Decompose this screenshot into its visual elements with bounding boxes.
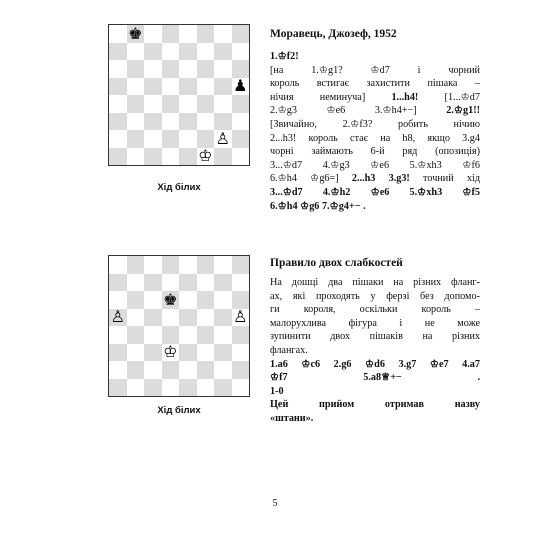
board-square	[232, 148, 250, 166]
annotation-line	[270, 385, 480, 399]
board-square	[197, 326, 215, 344]
board-square	[214, 326, 232, 344]
board-square	[127, 256, 145, 274]
annotation-text: зупинити двох пішаків на різних	[270, 331, 480, 343]
board-square	[144, 25, 162, 43]
board-square	[162, 291, 180, 309]
board-square	[179, 344, 197, 362]
chess-diagram-2	[108, 255, 250, 397]
board-square	[232, 78, 250, 96]
board-square	[197, 379, 215, 397]
board-square	[197, 274, 215, 292]
board-square	[127, 344, 145, 362]
board-square	[162, 78, 180, 96]
board-square	[127, 60, 145, 78]
board-square	[127, 274, 145, 292]
board-square	[109, 326, 127, 344]
page-number: 5	[272, 498, 278, 509]
board-square	[109, 256, 127, 274]
board-square	[162, 113, 180, 131]
white-pawn-piece: ♙	[215, 128, 230, 148]
section-2-heading: Правило двох слабкостей	[270, 257, 403, 269]
board-square	[162, 326, 180, 344]
board-square	[144, 43, 162, 61]
annotation-text: флангах.	[270, 344, 308, 356]
annotation-text: 6.♔h4 ♔g6 7.♔g4+− .	[270, 200, 366, 212]
annotation-line	[270, 398, 480, 412]
board-square	[232, 95, 250, 113]
board-square	[144, 130, 162, 148]
board-square	[162, 256, 180, 274]
board-square	[127, 361, 145, 379]
annotation-line	[270, 77, 480, 91]
white-pawn-h-piece: ♙	[233, 307, 248, 327]
annotation-text: 6.♔h4 ♔g6=]	[270, 173, 352, 185]
board-square	[179, 60, 197, 78]
board-square	[144, 344, 162, 362]
board-square	[127, 379, 145, 397]
board-square	[214, 113, 232, 131]
annotation-text: ♔f7 5.a8♕+− .	[270, 372, 480, 384]
board-square	[179, 361, 197, 379]
board-square	[144, 309, 162, 327]
annotation-text: чорні займають 6-й ряд (опозиція)	[270, 146, 480, 158]
annotation-text: 2...h3! король стає на h8, якщо 3.g4	[270, 132, 480, 144]
board-square	[232, 60, 250, 78]
white-king-piece: ♔	[198, 146, 213, 166]
board-square	[144, 113, 162, 131]
annotation-text: 2.♔g3 ♔e6 3.♔h4+−]	[270, 105, 447, 117]
annotation-text: На дошці два пішаки на різних фланг-	[270, 277, 480, 288]
board-square	[214, 60, 232, 78]
board-square	[214, 361, 232, 379]
annotation-line	[270, 159, 480, 173]
annotation-line	[270, 104, 480, 118]
annotation-line	[270, 358, 480, 372]
black-king-piece: ♚	[128, 23, 143, 43]
board-square	[179, 291, 197, 309]
board-square	[162, 379, 180, 397]
annotation-line	[270, 371, 480, 385]
annotation-text: малорухлива фігура і не може	[270, 317, 480, 329]
board-square	[232, 291, 250, 309]
annotation-text: [Звичайно, 2.♔f3? робить нічию	[270, 118, 480, 130]
board-square	[109, 113, 127, 131]
black-pawn-piece: ♟	[233, 76, 248, 96]
board-square	[179, 43, 197, 61]
board-square	[214, 95, 232, 113]
board-square	[214, 130, 232, 148]
board-square	[109, 361, 127, 379]
board-square	[232, 25, 250, 43]
board-square	[179, 256, 197, 274]
annotation-text: нічия неминуча]	[270, 91, 392, 103]
board-square	[127, 130, 145, 148]
annotation-text: ги короля, оскільки король –	[270, 304, 480, 316]
annotation-line	[270, 186, 480, 200]
board-square	[162, 95, 180, 113]
board-square	[144, 256, 162, 274]
board-square	[214, 148, 232, 166]
board-square	[109, 60, 127, 78]
board-square	[109, 344, 127, 362]
board-square	[109, 130, 127, 148]
annotation-text: 3...♔d7 4.♔h2 ♔e6 5.♔xh3 ♔f5	[270, 186, 480, 198]
board-square	[109, 25, 127, 43]
board-square	[127, 309, 145, 327]
board-square	[214, 78, 232, 96]
board-square	[214, 291, 232, 309]
annotation-line	[270, 132, 480, 146]
annotation-text: Цей прийом отримав назву	[270, 399, 480, 411]
annotation-text: [на 1.♔g1? ♔d7 і чорний	[270, 64, 480, 76]
board-square	[232, 43, 250, 61]
annotation-text: ах, які проходять у ферзі без допомо-	[270, 290, 480, 302]
board-square	[127, 43, 145, 61]
annotation-line	[270, 91, 480, 105]
board-square	[232, 309, 250, 327]
white-king-piece: ♔	[163, 342, 178, 362]
board-square	[144, 291, 162, 309]
board-square	[127, 291, 145, 309]
board-square	[197, 309, 215, 327]
annotation-text: 1.a6 ♔c6 2.g6 ♔d6 3.g7 ♔e7 4.a7	[270, 358, 480, 370]
diagram-1-caption: Хід білих	[157, 182, 201, 193]
board-square	[214, 43, 232, 61]
annotation-text: 3...♔d7 4.♔g3 ♔e6 5.♔xh3 ♔f6	[270, 159, 480, 171]
board-square	[144, 78, 162, 96]
board-square	[232, 130, 250, 148]
annotation-line	[270, 145, 480, 159]
white-pawn-a-piece: ♙	[110, 307, 125, 327]
board-square	[232, 344, 250, 362]
board-square	[197, 291, 215, 309]
board-square	[109, 148, 127, 166]
board-square	[162, 361, 180, 379]
board-square	[127, 113, 145, 131]
board-square	[109, 309, 127, 327]
annotation-line	[270, 303, 480, 317]
board-square	[179, 78, 197, 96]
section-1-heading: Моравець, Джозеф, 1952	[270, 28, 397, 40]
annotation-line	[270, 276, 480, 290]
annotation-text: 1-0	[270, 385, 284, 397]
board-square	[214, 379, 232, 397]
board-square	[144, 326, 162, 344]
board-square	[179, 274, 197, 292]
board-square	[109, 43, 127, 61]
board-square	[197, 60, 215, 78]
annotation-text: «штани».	[270, 412, 314, 424]
board-square	[109, 78, 127, 96]
annotation-line	[270, 200, 480, 214]
board-square	[197, 95, 215, 113]
board-square	[197, 113, 215, 131]
board-square	[109, 95, 127, 113]
board-square	[179, 326, 197, 344]
annotation-text: точний хід	[409, 173, 481, 185]
board-square	[197, 361, 215, 379]
board-square	[109, 291, 127, 309]
annotation-line	[270, 118, 480, 132]
board-square	[197, 130, 215, 148]
board-square	[162, 274, 180, 292]
annotation-text: 2.♔g1!!	[446, 105, 480, 117]
board-square	[214, 309, 232, 327]
annotation-line	[270, 330, 480, 344]
board-square	[197, 256, 215, 274]
board-square	[144, 379, 162, 397]
annotation-line	[270, 50, 480, 64]
annotation-text: [1...♔d7	[418, 91, 480, 103]
board-square	[127, 78, 145, 96]
board-square	[162, 25, 180, 43]
board-square	[214, 256, 232, 274]
board-square	[232, 113, 250, 131]
board-square	[179, 148, 197, 166]
board-square	[144, 60, 162, 78]
board-square	[232, 326, 250, 344]
board-square	[197, 148, 215, 166]
board-square	[162, 148, 180, 166]
board-square	[232, 379, 250, 397]
board-square	[197, 43, 215, 61]
board-square	[232, 361, 250, 379]
board-square	[162, 344, 180, 362]
board-square	[179, 130, 197, 148]
board-square	[197, 78, 215, 96]
chess-diagram-1	[108, 24, 250, 166]
annotation-text: король встигає захистити пішака –	[270, 78, 480, 90]
annotation-line	[270, 290, 480, 304]
board-square	[197, 25, 215, 43]
board-square	[179, 95, 197, 113]
diagram-2-caption: Хід білих	[157, 405, 201, 416]
annotation-text: 1...h4!	[391, 91, 419, 103]
board-square	[127, 148, 145, 166]
board-square	[127, 25, 145, 43]
board-square	[214, 25, 232, 43]
board-square	[232, 274, 250, 292]
board-square	[144, 361, 162, 379]
board-square	[109, 274, 127, 292]
board-square	[109, 379, 127, 397]
board-square	[179, 113, 197, 131]
annotation-line	[270, 412, 480, 426]
board-square	[197, 344, 215, 362]
board-square	[144, 95, 162, 113]
annotation-line	[270, 172, 480, 186]
annotation-line	[270, 344, 480, 358]
annotation-line	[270, 317, 480, 331]
annotation-text: 1.♔f2!	[270, 51, 299, 62]
board-square	[162, 130, 180, 148]
board-square	[214, 274, 232, 292]
board-square	[232, 256, 250, 274]
board-square	[162, 309, 180, 327]
board-square	[144, 274, 162, 292]
board-square	[179, 25, 197, 43]
board-square	[144, 148, 162, 166]
board-square	[162, 43, 180, 61]
board-square	[214, 344, 232, 362]
board-square	[179, 309, 197, 327]
section-2-annotation	[270, 276, 480, 426]
board-square	[127, 95, 145, 113]
board-square	[179, 379, 197, 397]
board-square	[127, 326, 145, 344]
annotation-text: 2...h3 3.g3!	[351, 173, 410, 185]
annotation-line	[270, 64, 480, 78]
board-square	[162, 60, 180, 78]
section-1-annotation	[270, 50, 480, 213]
black-king-piece: ♚	[163, 289, 178, 309]
